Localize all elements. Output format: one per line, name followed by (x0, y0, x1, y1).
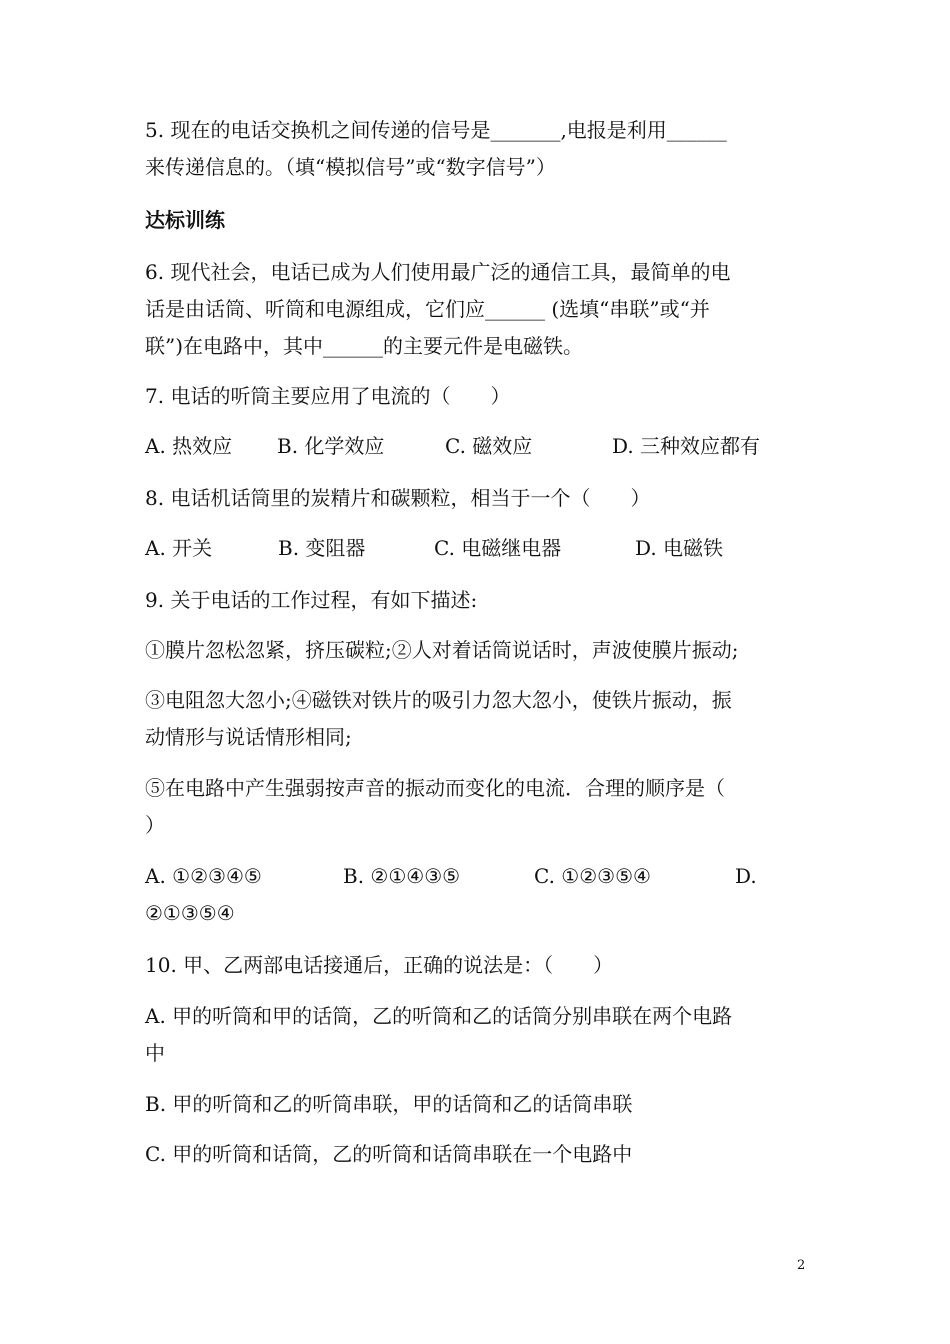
q9-option-d: D. (735, 864, 757, 888)
q8-option-d: D. 电磁铁 (635, 536, 724, 560)
q9-options (145, 864, 825, 888)
q8-option-c: C. 电磁继电器 (434, 536, 562, 560)
q6-line-1: 6. 现代社会，电话已成为人们使用最广泛的通信工具，最简单的电 (145, 260, 731, 284)
q10-option-a-line-1: A. 甲的听筒和甲的话筒，乙的听筒和乙的话筒分别串联在两个电路 (145, 1004, 733, 1028)
q10-stem: 10. 甲、乙两部电话接通后，正确的说法是：（ ） (145, 953, 614, 977)
q8-options (145, 536, 825, 560)
q8-option-a: A. 开关 (145, 536, 213, 560)
q7-stem: 7. 电话的听筒主要应用了电流的（ ） (145, 384, 511, 408)
q7-option-b: B. 化学效应 (277, 434, 385, 458)
q5-line-2: 来传递信息的。（填“模拟信号”或“数字信号”） (145, 155, 556, 179)
q6-line-2: 话是由话筒、听筒和电源组成，它们应______ (选填“串联”或“并 (145, 297, 710, 321)
q9-line-5: ） (145, 813, 165, 837)
q9-option-c: C. ①②③⑤④ (534, 864, 651, 888)
q9-option-d-value: ②①③⑤④ (145, 901, 235, 925)
q5-line-1: 5. 现在的电话交换机之间传递的信号是_______,电报是利用______ (145, 118, 727, 142)
section-title: 达标训练 (145, 208, 225, 232)
q9-line-4: ⑤在电路中产生强弱按声音的振动而变化的电流．合理的顺序是（ (145, 776, 725, 800)
q8-stem: 8. 电话机话筒里的炭精片和碳颗粒，相当于一个（ ） (145, 486, 651, 510)
q6-line-3: 联”)在电路中，其中______的主要元件是电磁铁。 (145, 334, 584, 358)
q9-line-1: ①膜片忽松忽紧，挤压碳粒;②人对着话筒说话时，声波使膜片振动; (145, 638, 739, 662)
q10-option-b: B. 甲的听筒和乙的听筒串联，甲的话筒和乙的话筒串联 (145, 1092, 633, 1116)
q7-option-a: A. 热效应 (145, 434, 233, 458)
q10-option-a-line-2: 中 (145, 1041, 165, 1065)
q9-option-a: A. ①②③④⑤ (145, 864, 262, 888)
q9-line-3: 动情形与说话情形相同; (145, 725, 352, 749)
q9-line-2: ③电阻忽大忽小;④磁铁对铁片的吸引力忽大忽小，使铁片振动，振 (145, 688, 732, 712)
q7-options (145, 434, 825, 458)
q9-option-b: B. ②①④③⑤ (343, 864, 461, 888)
q10-option-c: C. 甲的听筒和话筒，乙的听筒和话筒串联在一个电路中 (145, 1142, 633, 1166)
q8-option-b: B. 变阻器 (278, 536, 366, 560)
q7-option-d: D. 三种效应都有 (612, 434, 761, 458)
q9-stem: 9. 关于电话的工作过程，有如下描述: (145, 588, 478, 612)
q7-option-c: C. 磁效应 (445, 434, 533, 458)
page-number: 2 (797, 1258, 806, 1273)
